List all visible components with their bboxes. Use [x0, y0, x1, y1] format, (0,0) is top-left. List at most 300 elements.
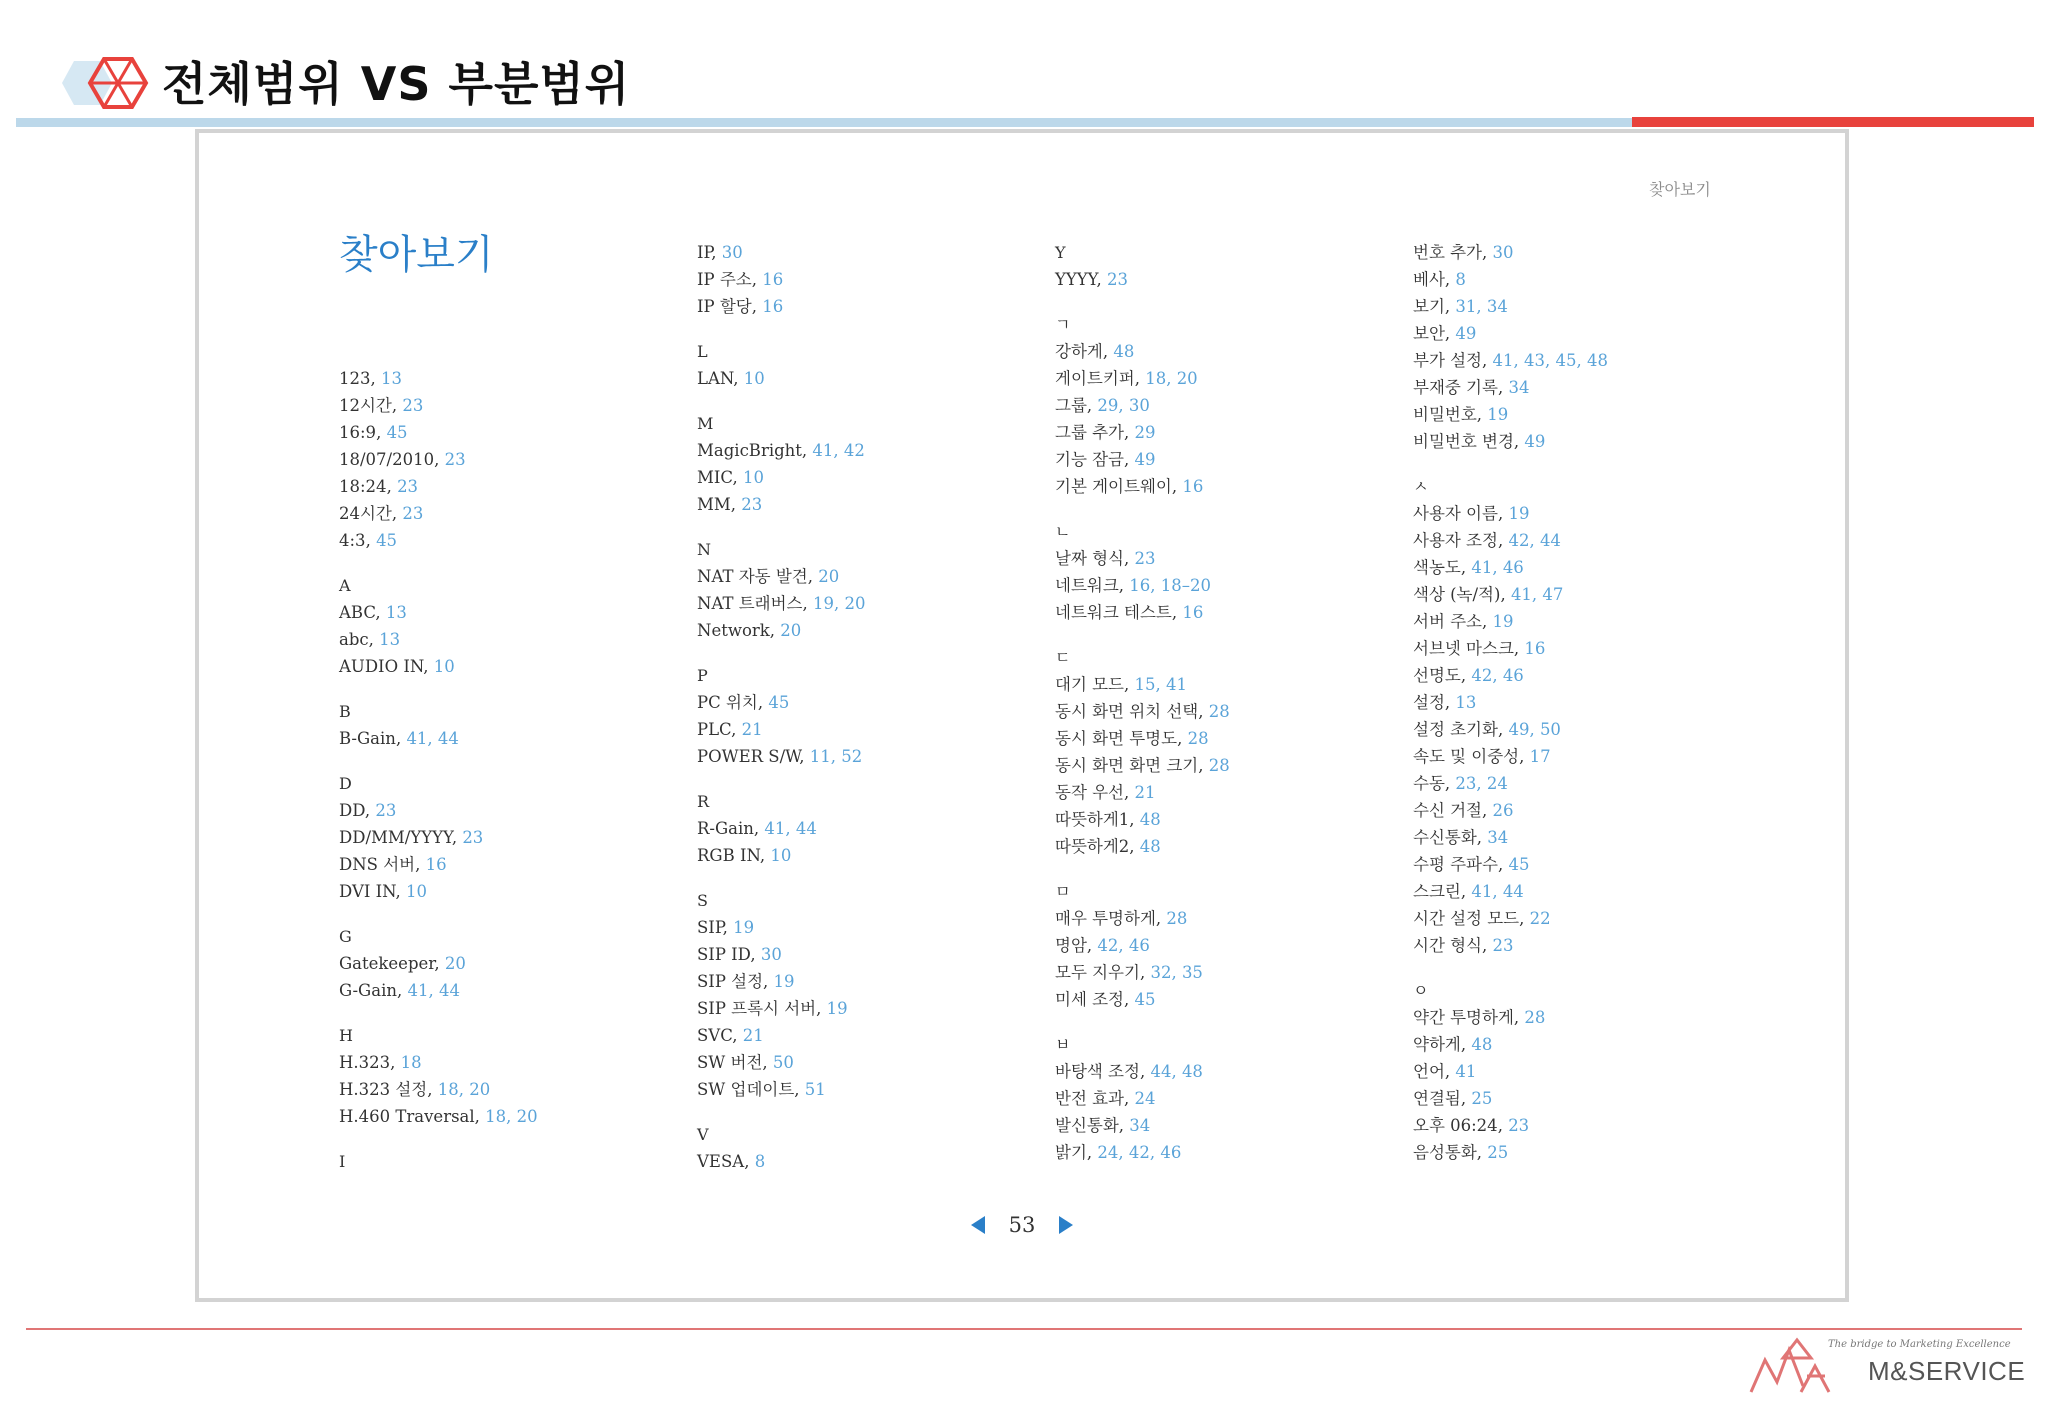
index-entry: 부재중 기록, 34	[1413, 378, 1530, 397]
index-term: SIP 프록시 서버	[697, 999, 817, 1018]
index-page-refs: 41, 44	[407, 981, 460, 1000]
index-term: 16:9	[339, 423, 377, 442]
index-term: 스크린	[1413, 882, 1461, 901]
index-term: 연결됨	[1413, 1089, 1461, 1108]
index-entry: B-Gain, 41, 44	[339, 729, 459, 748]
index-term: 색상 (녹/적)	[1413, 585, 1501, 604]
index-term: DD/MM/YYYY	[339, 828, 452, 847]
index-page-refs: 49	[1524, 432, 1546, 451]
index-page-refs: 19	[826, 999, 848, 1018]
index-entry: 반전 효과, 24	[1055, 1089, 1156, 1108]
hexagon-cube-icon	[60, 52, 150, 114]
index-page-refs: 19	[1508, 504, 1530, 523]
index-term: 수동	[1413, 774, 1445, 793]
index-entry: MM, 23	[697, 495, 763, 514]
index-entry: abc, 13	[339, 630, 401, 649]
index-entry: SW 버전, 50	[697, 1053, 794, 1072]
index-term: 비밀번호	[1413, 405, 1477, 424]
index-term: PLC	[697, 720, 732, 739]
index-page-refs: 16	[762, 297, 784, 316]
index-page-refs: 21	[741, 720, 763, 739]
index-entry: 음성통화, 25	[1413, 1143, 1509, 1162]
index-term: 설정	[1413, 693, 1445, 712]
index-term: H.323	[339, 1053, 391, 1072]
index-page-refs: 23	[741, 495, 763, 514]
index-page-refs: 42, 46	[1471, 666, 1524, 685]
index-page-refs: 10	[770, 846, 792, 865]
index-page-refs: 42, 46	[1097, 936, 1150, 955]
index-term: DVI IN	[339, 882, 396, 901]
index-term: MIC	[697, 468, 733, 487]
index-term: 사용자 조정	[1413, 531, 1498, 550]
index-entry: 수신통화, 34	[1413, 828, 1509, 847]
index-term: 대기 모드	[1055, 675, 1125, 694]
index-page-refs: 18	[400, 1053, 422, 1072]
index-term: DNS 서버	[339, 855, 416, 874]
index-entry: 비밀번호 변경, 49	[1413, 432, 1546, 451]
index-page-refs: 16, 18–20	[1129, 576, 1211, 595]
index-page-refs: 29, 30	[1097, 396, 1150, 415]
index-letter-heading: P	[697, 666, 708, 685]
index-page-refs: 18, 20	[485, 1107, 538, 1126]
index-column-2	[697, 239, 1037, 1175]
index-term: NAT 트래버스	[697, 594, 803, 613]
index-entry: 동시 화면 투명도, 28	[1055, 729, 1209, 748]
index-entry: 네트워크, 16, 18–20	[1055, 576, 1211, 595]
index-page-refs: 41, 44	[764, 819, 817, 838]
index-term: 그룹 추가	[1055, 423, 1125, 442]
index-page-refs: 21	[1134, 783, 1156, 802]
previous-page-icon[interactable]	[971, 1216, 985, 1234]
index-term: ABC	[339, 603, 376, 622]
index-entry: DVI IN, 10	[339, 882, 428, 901]
index-term: 따뜻하게1	[1055, 810, 1130, 829]
index-page-refs: 49, 50	[1508, 720, 1561, 739]
index-page-refs: 48	[1139, 810, 1161, 829]
index-entry: 비밀번호, 19	[1413, 405, 1509, 424]
index-entry: ABC, 13	[339, 603, 407, 622]
index-term: IP	[697, 243, 712, 262]
index-entry: 오후 06:24, 23	[1413, 1116, 1530, 1135]
index-page-refs: 16	[1182, 603, 1204, 622]
index-page-refs: 8	[754, 1152, 766, 1171]
index-entry: 동작 우선, 21	[1055, 783, 1156, 802]
running-head: 찾아보기	[1649, 180, 1711, 199]
index-entry: 서브넷 마스크, 16	[1413, 639, 1546, 658]
index-term: 부가 설정	[1413, 351, 1483, 370]
index-entry: Gatekeeper, 20	[339, 954, 466, 973]
index-entry: 시간 형식, 23	[1413, 936, 1514, 955]
index-term: H.323 설정	[339, 1080, 428, 1099]
index-term: 보안	[1413, 324, 1445, 343]
index-entry: 매우 투명하게, 28	[1055, 909, 1188, 928]
index-entry: 설정, 13	[1413, 693, 1477, 712]
index-term: 서버 주소	[1413, 612, 1483, 631]
index-entry: 설정 초기화, 49, 50	[1413, 720, 1561, 739]
index-page-refs: 24, 42, 46	[1097, 1143, 1182, 1162]
index-term: 날짜 형식	[1055, 549, 1125, 568]
index-entry: SIP 프록시 서버, 19	[697, 999, 848, 1018]
index-term: 매우 투명하게	[1055, 909, 1156, 928]
index-entry: DD/MM/YYYY, 23	[339, 828, 484, 847]
index-term: DD	[339, 801, 365, 820]
index-page-refs: 28	[1187, 729, 1209, 748]
index-term: YYYY	[1055, 270, 1097, 289]
index-term: 반전 효과	[1055, 1089, 1125, 1108]
index-page-refs: 48	[1113, 342, 1135, 361]
index-page-refs: 13	[385, 603, 407, 622]
index-term: IP 주소	[697, 270, 752, 289]
index-entry: 따뜻하게2, 48	[1055, 837, 1161, 856]
index-entry: 대기 모드, 15, 41	[1055, 675, 1187, 694]
index-term: 강하게	[1055, 342, 1103, 361]
index-letter-heading: R	[697, 792, 710, 811]
index-entry: LAN, 10	[697, 369, 765, 388]
index-page-refs: 28	[1166, 909, 1188, 928]
index-term: 수평 주파수	[1413, 855, 1498, 874]
index-page-refs: 28	[1524, 1008, 1546, 1027]
index-entry: MIC, 10	[697, 468, 764, 487]
index-term: 123	[339, 369, 371, 388]
index-page-refs: 51	[804, 1080, 826, 1099]
index-term: H.460 Traversal	[339, 1107, 475, 1126]
index-letter-heading: S	[697, 891, 708, 910]
index-entry: 12시간, 23	[339, 396, 424, 415]
index-page-refs: 49	[1134, 450, 1156, 469]
index-entry: 수신 거절, 26	[1413, 801, 1514, 820]
index-letter-heading: D	[339, 774, 352, 793]
index-term: MM	[697, 495, 731, 514]
index-page-refs: 13	[381, 369, 402, 388]
index-letter-heading: ㅂ	[1055, 1035, 1071, 1054]
index-letter-heading: ㅅ	[1413, 477, 1429, 496]
index-column-3	[1055, 239, 1395, 1166]
index-entry: 연결됨, 25	[1413, 1089, 1493, 1108]
index-page-refs: 41, 47	[1510, 585, 1564, 604]
index-term: SW 버전	[697, 1053, 763, 1072]
index-entry: 밝기, 24, 42, 46	[1055, 1143, 1182, 1162]
index-term: 사용자 이름	[1413, 504, 1498, 523]
brand-name: M&SERVICE	[1868, 1356, 2026, 1386]
index-term: IP 할당	[697, 297, 752, 316]
index-page-refs: 31, 34	[1455, 297, 1508, 316]
index-term: 동시 화면 위치 선택	[1055, 702, 1199, 721]
index-term: 언어	[1413, 1062, 1445, 1081]
index-term: 바탕색 조정	[1055, 1062, 1140, 1081]
index-page-refs: 44, 48	[1150, 1062, 1203, 1081]
index-entry: 123, 13	[339, 369, 402, 388]
index-letter-heading: L	[697, 342, 708, 361]
index-entry: 보기, 31, 34	[1413, 297, 1508, 316]
index-page-refs: 45	[1134, 990, 1156, 1009]
index-term: abc	[339, 630, 369, 649]
index-entry: 동시 화면 위치 선택, 28	[1055, 702, 1230, 721]
index-entry: DD, 23	[339, 801, 397, 820]
index-term: 선명도	[1413, 666, 1461, 685]
index-entry: 따뜻하게1, 48	[1055, 810, 1161, 829]
index-page-refs: 45	[386, 423, 408, 442]
index-entry: 기능 잠금, 49	[1055, 450, 1156, 469]
index-term: SIP	[697, 918, 723, 937]
index-page-refs: 34	[1508, 378, 1530, 397]
index-term: 약간 투명하게	[1413, 1008, 1514, 1027]
index-term: 발신통화	[1055, 1116, 1119, 1135]
index-page-refs: 23	[1492, 936, 1514, 955]
index-entry: DNS 서버, 16	[339, 855, 447, 874]
index-page-refs: 30	[760, 945, 782, 964]
index-page-refs: 17	[1529, 747, 1551, 766]
index-term: SIP ID	[697, 945, 751, 964]
index-term: 부재중 기록	[1413, 378, 1498, 397]
index-page-refs: 8	[1455, 270, 1466, 289]
manual-page-screenshot	[195, 129, 1849, 1302]
index-entry: 수평 주파수, 45	[1413, 855, 1530, 874]
index-term: 비밀번호 변경	[1413, 432, 1514, 451]
index-term: 색농도	[1413, 558, 1461, 577]
index-page-refs: 29	[1134, 423, 1156, 442]
footer-divider	[26, 1328, 2022, 1330]
index-entry: PC 위치, 45	[697, 693, 790, 712]
index-letter-heading: ㅇ	[1413, 981, 1429, 1000]
index-term: 속도 및 이중성	[1413, 747, 1520, 766]
index-term: 약하게	[1413, 1035, 1461, 1054]
index-page-refs: 23	[402, 396, 424, 415]
index-page-refs: 42, 44	[1508, 531, 1561, 550]
index-entry: 18:24, 23	[339, 477, 419, 496]
index-entry: 색상 (녹/적), 41, 47	[1413, 585, 1564, 604]
index-term: LAN	[697, 369, 734, 388]
index-term: 12시간	[339, 396, 392, 415]
index-entry: Network, 20	[697, 621, 802, 640]
index-entry: RGB IN, 10	[697, 846, 792, 865]
index-letter-heading: ㅁ	[1055, 882, 1071, 901]
index-letter-heading: B	[339, 702, 351, 721]
index-letter-heading: ㄴ	[1055, 522, 1071, 541]
pager	[199, 1213, 1845, 1238]
index-term: 명암	[1055, 936, 1087, 955]
index-term: 기본 게이트웨이	[1055, 477, 1172, 496]
index-term: 네트워크	[1055, 576, 1119, 595]
index-page-refs: 34	[1129, 1116, 1151, 1135]
index-term: POWER S/W	[697, 747, 800, 766]
index-entry: 시간 설정 모드, 22	[1413, 909, 1551, 928]
index-term: B-Gain	[339, 729, 396, 748]
index-page-refs: 45	[1508, 855, 1530, 874]
index-term: 동시 화면 투명도	[1055, 729, 1178, 748]
index-entry: 발신통화, 34	[1055, 1116, 1151, 1135]
index-entry: 18/07/2010, 23	[339, 450, 466, 469]
index-term: 설정 초기화	[1413, 720, 1498, 739]
index-term: 기능 잠금	[1055, 450, 1125, 469]
index-page-refs: 45	[768, 693, 790, 712]
index-term: Network	[697, 621, 770, 640]
index-page-refs: 48	[1471, 1035, 1493, 1054]
index-entry: 네트워크 테스트, 16	[1055, 603, 1204, 622]
index-entry: SIP, 19	[697, 918, 755, 937]
index-term: 4:3	[339, 531, 366, 550]
index-page-refs: 49	[1455, 324, 1477, 343]
index-entry: SIP 설정, 19	[697, 972, 795, 991]
index-term: 24시간	[339, 504, 392, 523]
index-term: SVC	[697, 1026, 733, 1045]
index-term: R-Gain	[697, 819, 754, 838]
index-term: MagicBright	[697, 441, 802, 460]
index-term: 게이트키퍼	[1055, 369, 1135, 388]
index-entry: 속도 및 이중성, 17	[1413, 747, 1551, 766]
index-page-refs: 30	[721, 243, 743, 262]
index-column-4	[1413, 239, 1753, 1166]
index-letter-heading: N	[697, 540, 711, 559]
index-term: 18:24	[339, 477, 387, 496]
index-letter-heading: M	[697, 414, 714, 433]
index-entry: MagicBright, 41, 42	[697, 441, 865, 460]
slide-header	[0, 0, 2048, 130]
index-entry: YYYY, 23	[1055, 270, 1128, 289]
index-page-refs: 16	[425, 855, 447, 874]
index-entry: 명암, 42, 46	[1055, 936, 1150, 955]
index-entry: 그룹 추가, 29	[1055, 423, 1156, 442]
index-letter-heading: A	[339, 576, 351, 595]
index-page-refs: 41, 42	[812, 441, 865, 460]
index-page-refs: 23	[402, 504, 424, 523]
index-entry: 서버 주소, 19	[1413, 612, 1514, 631]
index-term: 그룹	[1055, 396, 1087, 415]
index-page-refs: 16	[1182, 477, 1204, 496]
index-page-refs: 21	[742, 1026, 764, 1045]
index-letter-heading: ㄷ	[1055, 648, 1071, 667]
index-letter-heading: ㄱ	[1055, 315, 1071, 334]
index-term: SW 업데이트	[697, 1080, 795, 1099]
index-entry: 사용자 조정, 42, 44	[1413, 531, 1561, 550]
index-entry: H.323 설정, 18, 20	[339, 1080, 491, 1099]
index-term: 오후 06:24	[1413, 1116, 1498, 1135]
index-entry: NAT 트래버스, 19, 20	[697, 594, 866, 613]
index-page-refs: 48	[1139, 837, 1161, 856]
index-entry: 보안, 49	[1413, 324, 1477, 343]
index-entry: 날짜 형식, 23	[1055, 549, 1156, 568]
index-term: 모두 지우기	[1055, 963, 1140, 982]
index-entry: 색농도, 41, 46	[1413, 558, 1524, 577]
index-entry: 게이트키퍼, 18, 20	[1055, 369, 1198, 388]
index-page-refs: 23	[462, 828, 484, 847]
index-page-refs: 25	[1487, 1143, 1509, 1162]
index-page-refs: 10	[406, 882, 428, 901]
header-accent-bar	[16, 118, 1632, 127]
index-page-refs: 23	[1106, 270, 1128, 289]
index-page-refs: 11, 52	[809, 747, 863, 766]
index-letter-heading: Y	[1055, 243, 1066, 262]
index-entry: NAT 자동 발견, 20	[697, 567, 840, 586]
index-page-refs: 41	[1455, 1062, 1477, 1081]
index-page-refs: 23	[1508, 1116, 1530, 1135]
index-page-refs: 28	[1208, 702, 1230, 721]
index-entry: G-Gain, 41, 44	[339, 981, 460, 1000]
index-term: Gatekeeper	[339, 954, 435, 973]
index-page-refs: 23	[444, 450, 466, 469]
index-entry: 바탕색 조정, 44, 48	[1055, 1062, 1203, 1081]
index-term: 네트워크 테스트	[1055, 603, 1172, 622]
index-page-refs: 10	[743, 369, 765, 388]
index-page-refs: 20	[780, 621, 802, 640]
index-letter-heading: V	[697, 1125, 709, 1144]
index-entry: VESA, 8	[697, 1152, 766, 1171]
index-page-refs: 22	[1529, 909, 1551, 928]
header-accent-bar-red	[1632, 117, 2034, 127]
index-entry: 동시 화면 화면 크기, 28	[1055, 756, 1230, 775]
index-page-refs: 13	[379, 630, 401, 649]
index-page-refs: 45	[376, 531, 398, 550]
index-entry: IP 주소, 16	[697, 270, 784, 289]
index-page-refs: 16	[762, 270, 784, 289]
index-entry: SVC, 21	[697, 1026, 764, 1045]
index-page-refs: 20	[444, 954, 466, 973]
index-page-refs: 10	[433, 657, 455, 676]
index-page-refs: 34	[1487, 828, 1509, 847]
index-page-refs: 19, 20	[812, 594, 866, 613]
index-page-refs: 30	[1492, 243, 1514, 262]
index-entry: R-Gain, 41, 44	[697, 819, 817, 838]
index-page-refs: 32, 35	[1150, 963, 1203, 982]
index-entry: 선명도, 42, 46	[1413, 666, 1524, 685]
index-letter-heading: G	[339, 927, 352, 946]
index-term: 수신통화	[1413, 828, 1477, 847]
index-entry: 강하게, 48	[1055, 342, 1135, 361]
index-entry: PLC, 21	[697, 720, 763, 739]
index-entry: H.323, 18	[339, 1053, 422, 1072]
index-page-refs: 19	[733, 918, 755, 937]
index-entry: AUDIO IN, 10	[339, 657, 455, 676]
index-term: 동시 화면 화면 크기	[1055, 756, 1199, 775]
index-page-refs: 19	[773, 972, 795, 991]
index-page-refs: 18, 20	[1145, 369, 1198, 388]
index-page-refs: 13	[1455, 693, 1477, 712]
index-entry: 그룹, 29, 30	[1055, 396, 1150, 415]
index-term: 보기	[1413, 297, 1445, 316]
index-entry: 16:9, 45	[339, 423, 408, 442]
index-page-refs: 23	[1134, 549, 1156, 568]
index-entry: IP, 30	[697, 243, 743, 262]
index-page-refs: 18, 20	[437, 1080, 491, 1099]
index-page-refs: 28	[1208, 756, 1230, 775]
index-entry: 약간 투명하게, 28	[1413, 1008, 1546, 1027]
index-entry: 번호 추가, 30	[1413, 243, 1514, 262]
next-page-icon[interactable]	[1059, 1216, 1073, 1234]
index-page-refs: 25	[1471, 1089, 1493, 1108]
index-term: 18/07/2010	[339, 450, 435, 469]
index-term: 번호 추가	[1413, 243, 1483, 262]
index-page-refs: 19	[1492, 612, 1514, 631]
index-entry: 모두 지우기, 32, 35	[1055, 963, 1203, 982]
index-term: G-Gain	[339, 981, 397, 1000]
index-page-refs: 19	[1487, 405, 1509, 424]
index-page-refs: 24	[1134, 1089, 1156, 1108]
index-term: SIP 설정	[697, 972, 764, 991]
index-term: PC 위치	[697, 693, 758, 712]
index-entry: SW 업데이트, 51	[697, 1080, 826, 1099]
index-page-refs: 15, 41	[1134, 675, 1187, 694]
index-page-refs: 20	[818, 567, 840, 586]
index-term: 음성통화	[1413, 1143, 1477, 1162]
index-entry: 스크린, 41, 44	[1413, 882, 1524, 901]
index-term: 동작 우선	[1055, 783, 1125, 802]
index-page-refs: 50	[772, 1053, 794, 1072]
index-term: 서브넷 마스크	[1413, 639, 1514, 658]
index-entry: 미세 조정, 45	[1055, 990, 1156, 1009]
index-page-refs: 10	[742, 468, 764, 487]
index-entry: H.460 Traversal, 18, 20	[339, 1107, 538, 1126]
index-entry: 사용자 이름, 19	[1413, 504, 1530, 523]
index-entry: 약하게, 48	[1413, 1035, 1493, 1054]
